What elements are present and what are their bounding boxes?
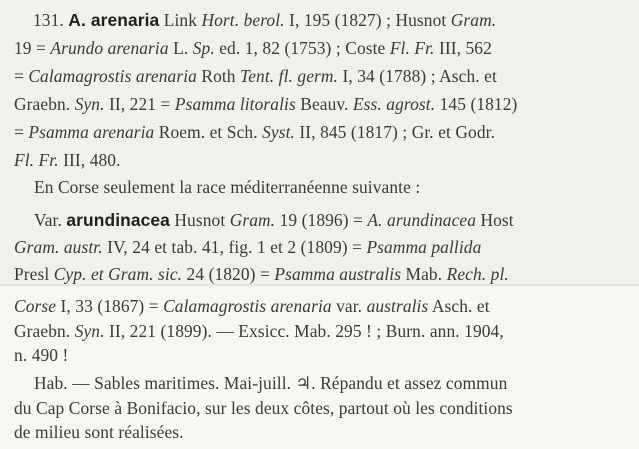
entry-line-6: Fl. Fr. III, 480. — [14, 150, 121, 170]
habitat-line-2: du Cap Corse à Bonifacio, sur les deux côtes, partout où les conditions — [14, 398, 513, 418]
entry-number: 131. — [33, 10, 64, 30]
entry-line-7: En Corse seulement la race méditerranéenne suivante : — [34, 177, 421, 197]
entry-line-5: = Psamma arenaria Roem. et Sch. Syst. II, 845 (1817) ; Gr. et Godr. — [14, 122, 496, 142]
entry-line-3: = Calamagrostis arenaria Roth Tent. fl. germ. I, 34 (1788) ; Asch. et — [14, 66, 497, 86]
entry-line-1: 131. A. arenaria Link Hort. berol. I, 195 (1827) ; Husnot Gram. — [33, 10, 497, 30]
entry-line-2: 19 = Arundo arenaria L. Sp. ed. 1, 82 (1753) ; Coste Fl. Fr. III, 562 — [14, 38, 492, 58]
habitat-line-3: de milieu sont réalisées. — [14, 422, 184, 442]
variety-name: arundinacea — [66, 210, 170, 230]
variety-line-6: n. 490 ! — [14, 345, 69, 365]
variety-line-1: Var. arundinacea Husnot Gram. 19 (1896) = A. arundinacea Host — [34, 210, 514, 230]
variety-line-3: Presl Cyp. et Gram. sic. 24 (1820) = Psamma australis Mab. Rech. pl. — [14, 264, 509, 284]
variety-line-2: Gram. austr. IV, 24 et tab. 41, fig. 1 et 2 (1809) = Psamma pallida — [14, 237, 482, 257]
variety-line-4: Corse I, 33 (1867) = Calamagrostis arenaria var. australis Asch. et — [14, 296, 490, 316]
species-name: A. arenaria — [68, 10, 160, 30]
variety-line-5: Graebn. Syn. II, 221 (1899). — Exsicc. Mab. 295 ! ; Burn. ann. 1904, — [14, 321, 504, 341]
entry-line-4: Graebn. Syn. II, 221 = Psamma litoralis Beauv. Ess. agrost. 145 (1812) — [14, 94, 518, 114]
habitat-line-1: Hab. — Sables maritimes. Mai-juill. ♃. Répandu et assez commun — [34, 373, 508, 393]
